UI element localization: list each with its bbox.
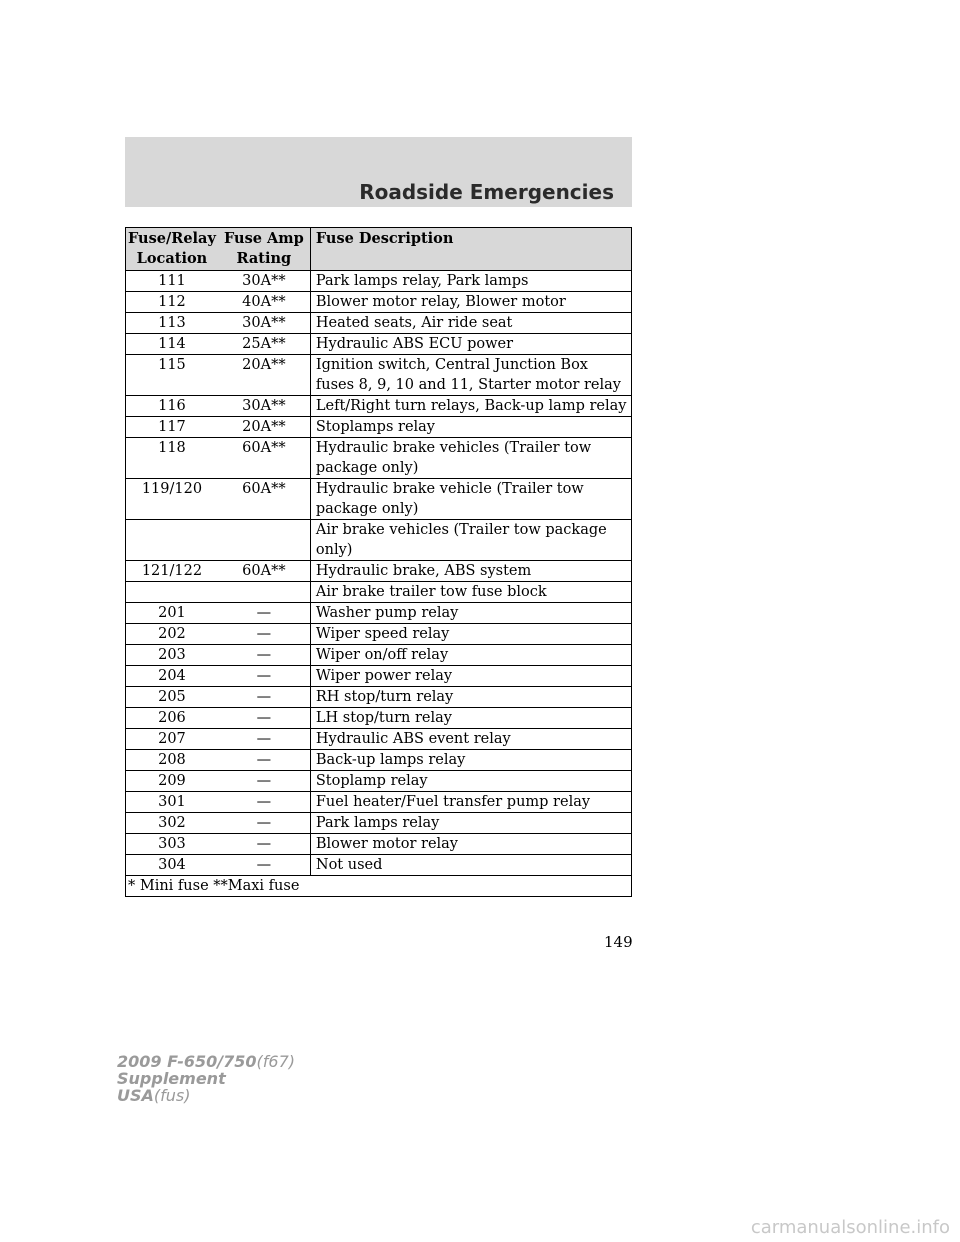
column-header-description: Fuse Description xyxy=(310,228,631,271)
table-row xyxy=(126,438,632,479)
footer-supplement: Supplement xyxy=(117,1069,226,1088)
table-row xyxy=(126,313,632,334)
cell-amp-rating: 25A** xyxy=(218,334,311,355)
cell-location: 208 xyxy=(126,750,218,771)
cell-location xyxy=(126,520,218,561)
cell-amp-rating: 30A** xyxy=(218,313,311,334)
cell-location: 116 xyxy=(126,396,218,417)
footer-market-code: (fus) xyxy=(153,1086,191,1105)
table-row xyxy=(126,561,632,582)
table-row xyxy=(126,771,632,792)
table-row xyxy=(126,355,632,396)
cell-amp-rating: — xyxy=(218,813,311,834)
cell-description: Air brake trailer tow fuse block xyxy=(310,582,631,603)
cell-amp-rating: — xyxy=(218,729,311,750)
cell-description: LH stop/turn relay xyxy=(310,708,631,729)
table-row xyxy=(126,792,632,813)
cell-description: Back-up lamps relay xyxy=(310,750,631,771)
cell-description: Fuel heater/Fuel transfer pump relay xyxy=(310,792,631,813)
cell-location: 118 xyxy=(126,438,218,479)
cell-location: 206 xyxy=(126,708,218,729)
cell-location: 302 xyxy=(126,813,218,834)
cell-description: Stoplamps relay xyxy=(310,417,631,438)
cell-amp-rating: 20A** xyxy=(218,355,311,396)
cell-description: Not used xyxy=(310,855,631,876)
watermark: carmanualsonline.info xyxy=(750,1217,950,1238)
footnote-row xyxy=(126,876,632,897)
cell-location xyxy=(126,582,218,603)
section-header-band xyxy=(125,137,632,207)
cell-amp-rating: 60A** xyxy=(218,561,311,582)
cell-location: 119/120 xyxy=(126,479,218,520)
cell-location: 203 xyxy=(126,645,218,666)
fuse-table xyxy=(125,227,632,897)
table-row xyxy=(126,520,632,561)
cell-location: 205 xyxy=(126,687,218,708)
cell-description: Wiper speed relay xyxy=(310,624,631,645)
footer-market: USA xyxy=(117,1086,154,1105)
cell-description: Park lamps relay xyxy=(310,813,631,834)
cell-description: Wiper on/off relay xyxy=(310,645,631,666)
table-row xyxy=(126,729,632,750)
cell-location: 115 xyxy=(126,355,218,396)
cell-amp-rating xyxy=(218,520,311,561)
cell-amp-rating: — xyxy=(218,708,311,729)
cell-amp-rating: 20A** xyxy=(218,417,311,438)
section-title: Roadside Emergencies xyxy=(359,180,614,204)
cell-description: Blower motor relay xyxy=(310,834,631,855)
cell-amp-rating: — xyxy=(218,687,311,708)
cell-description: Hydraulic brake vehicles (Trailer tow package only) xyxy=(310,438,631,479)
cell-description: Hydraulic brake, ABS system xyxy=(310,561,631,582)
cell-location: 304 xyxy=(126,855,218,876)
table-row xyxy=(126,582,632,603)
cell-amp-rating: 60A** xyxy=(218,438,311,479)
cell-description: Wiper power relay xyxy=(310,666,631,687)
table-row xyxy=(126,396,632,417)
table-row xyxy=(126,708,632,729)
table-row xyxy=(126,271,632,292)
cell-description: Hydraulic ABS ECU power xyxy=(310,334,631,355)
cell-description: Air brake vehicles (Trailer tow package only) xyxy=(310,520,631,561)
table-row xyxy=(126,479,632,520)
cell-amp-rating: — xyxy=(218,855,311,876)
cell-amp-rating: — xyxy=(218,645,311,666)
table-row xyxy=(126,292,632,313)
cell-location: 201 xyxy=(126,603,218,624)
table-row xyxy=(126,666,632,687)
cell-amp-rating: 30A** xyxy=(218,396,311,417)
cell-description: Stoplamp relay xyxy=(310,771,631,792)
cell-location: 204 xyxy=(126,666,218,687)
cell-amp-rating: — xyxy=(218,792,311,813)
cell-amp-rating: — xyxy=(218,750,311,771)
cell-location: 112 xyxy=(126,292,218,313)
table-row xyxy=(126,334,632,355)
cell-amp-rating: — xyxy=(218,624,311,645)
table-row xyxy=(126,813,632,834)
cell-location: 117 xyxy=(126,417,218,438)
footer-model: 2009 F-650/750 xyxy=(117,1052,257,1071)
cell-amp-rating: 30A** xyxy=(218,271,311,292)
column-header-location: Fuse/Relay Location xyxy=(126,228,218,271)
table-row xyxy=(126,645,632,666)
table-row xyxy=(126,834,632,855)
table-row xyxy=(126,855,632,876)
cell-location: 111 xyxy=(126,271,218,292)
cell-amp-rating xyxy=(218,582,311,603)
fuse-table-body xyxy=(126,271,632,876)
page-number: 149 xyxy=(604,933,633,951)
table-row xyxy=(126,603,632,624)
cell-description: Park lamps relay, Park lamps xyxy=(310,271,631,292)
cell-location: 207 xyxy=(126,729,218,750)
cell-description: Washer pump relay xyxy=(310,603,631,624)
cell-amp-rating: — xyxy=(218,666,311,687)
footer-model-code: (f67) xyxy=(256,1052,295,1071)
cell-description: Hydraulic ABS event relay xyxy=(310,729,631,750)
table-row xyxy=(126,750,632,771)
cell-description: Blower motor relay, Blower motor xyxy=(310,292,631,313)
cell-amp-rating: — xyxy=(218,771,311,792)
table-row xyxy=(126,687,632,708)
cell-location: 303 xyxy=(126,834,218,855)
cell-description: Hydraulic brake vehicle (Trailer tow package only) xyxy=(310,479,631,520)
column-header-amp: Fuse Amp Rating xyxy=(218,228,311,271)
document-footer xyxy=(117,1053,295,1104)
cell-location: 113 xyxy=(126,313,218,334)
cell-amp-rating: 40A** xyxy=(218,292,311,313)
table-header-row xyxy=(126,228,632,271)
table-row xyxy=(126,417,632,438)
cell-amp-rating: — xyxy=(218,834,311,855)
cell-description: Ignition switch, Central Junction Box fuses 8, 9, 10 and 11, Starter motor relay xyxy=(310,355,631,396)
cell-location: 202 xyxy=(126,624,218,645)
table-row xyxy=(126,624,632,645)
cell-location: 209 xyxy=(126,771,218,792)
table-footnote: * Mini fuse **Maxi fuse xyxy=(126,876,632,897)
cell-location: 121/122 xyxy=(126,561,218,582)
cell-amp-rating: — xyxy=(218,603,311,624)
cell-amp-rating: 60A** xyxy=(218,479,311,520)
cell-description: Heated seats, Air ride seat xyxy=(310,313,631,334)
cell-location: 301 xyxy=(126,792,218,813)
cell-description: RH stop/turn relay xyxy=(310,687,631,708)
cell-description: Left/Right turn relays, Back-up lamp relay xyxy=(310,396,631,417)
cell-location: 114 xyxy=(126,334,218,355)
